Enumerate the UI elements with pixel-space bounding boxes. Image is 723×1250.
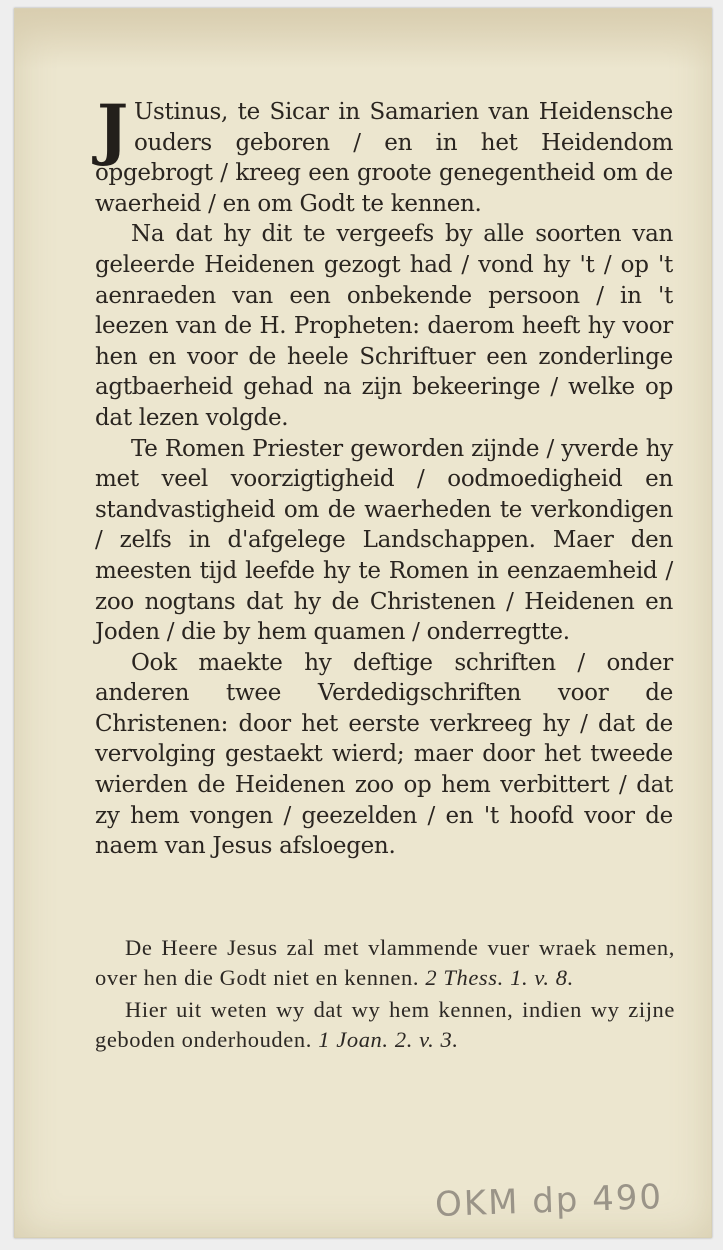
paragraph-3: Te Romen Priester geworden zijnde / yverde hy met veel voorzigtigheid / oodmoedigheid en standvastigheid om de waerheden te verkondigen / zelfs in d'afgelege Landschappen. Maer den meesten tijd leefde hy te Romen in eenzaemheid / zoo nogtans dat hy de Christenen / Heidenen en Joden / die by hem quamen / onderregtte. (95, 435, 673, 646)
quote-2-text: Hier uit weten wy dat wy hem kennen, indien wy zijne geboden onderhouden. (95, 997, 675, 1052)
paragraph-2: Na dat hy dit te vergeefs by alle soorten van geleerde Heidenen gezogt had / vond hy 't / op 't aenraeden van een onbekende persoon / in 't leezen van de H. Propheten: daerom heeft hy voor hen en voor de heele Schriftuer een zonderlinge agtbaerheid gehad na zijn bekeeringe / welke op dat lezen volgde. (95, 221, 673, 431)
paragraph-1-text: Ustinus, te Sicar in Samarien van Heidensche ouders geboren / en in het Heidendom opgebrogt / kreeg een groote genegentheid om de waerheid / en om Godt te kennen. (95, 99, 673, 217)
quote-2 (95, 995, 675, 1055)
quote-1 (95, 933, 675, 993)
catalog-number: OKM dp 490 (434, 1177, 664, 1225)
scripture-quotes (95, 933, 675, 1055)
quote-2-reference: 1 Joan. 2. v. 3. (318, 1027, 459, 1052)
paper-stain (15, 9, 711, 69)
quote-1-reference: 2 Thess. 1. v. 8. (425, 965, 574, 990)
paragraph-4: Ook maekte hy deftige schriften / onder anderen twee Verdedigschriften voor de Christenen: door het eerste verkreeg hy / dat de vervolging gestaekt wierd; maer door het tweede wierden de Heidenen zoo op hem verbittert / dat zy hem vongen / geezelden / en 't hoofd voor de naem van Jesus afsloegen. (95, 649, 673, 860)
printed-leaf (14, 8, 712, 1238)
quote-1-text: De Heere Jesus zal met vlammende vuer wraek nemen, over hen die Godt niet en kennen. (95, 935, 675, 990)
paragraph-1 (95, 90, 673, 219)
drop-capital: J (97, 90, 128, 168)
saint-biography (95, 90, 673, 862)
